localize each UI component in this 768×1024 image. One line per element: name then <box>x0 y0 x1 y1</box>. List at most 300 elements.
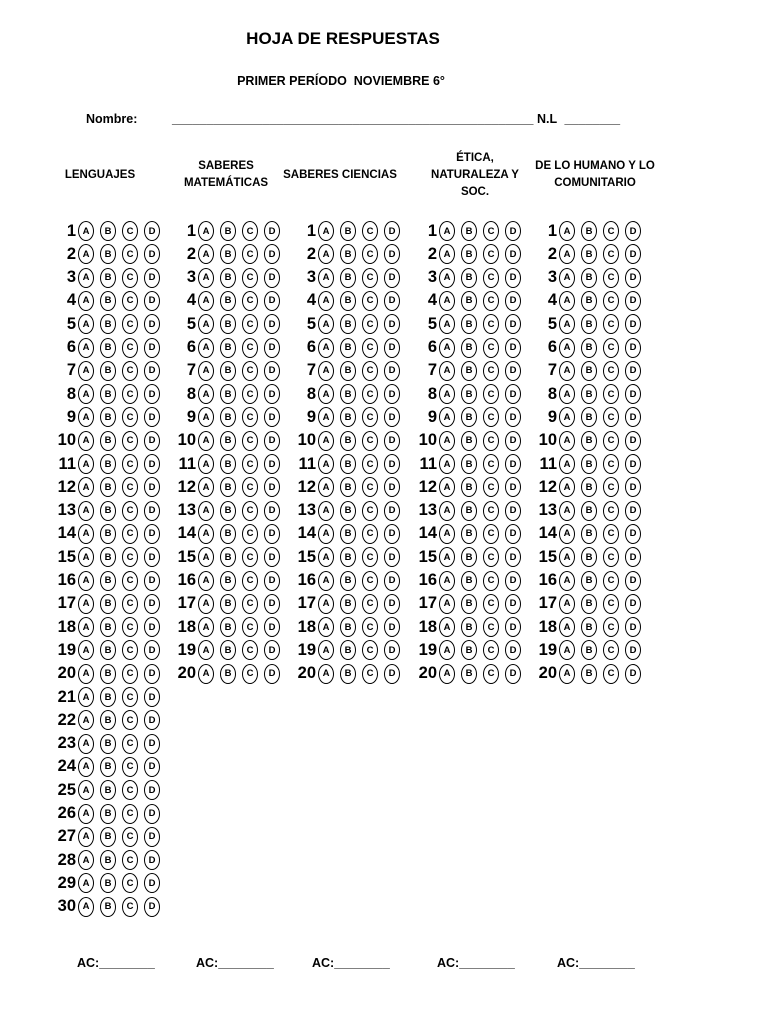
answer-bubble-c[interactable]: C <box>362 664 378 684</box>
answer-bubble-b[interactable]: B <box>100 640 116 660</box>
answer-bubble-c[interactable]: C <box>122 664 138 684</box>
answer-bubble-c[interactable]: C <box>603 664 619 684</box>
answer-bubble-b[interactable]: B <box>461 431 477 451</box>
answer-bubble-b[interactable]: B <box>581 244 597 264</box>
answer-bubble-c[interactable]: C <box>122 617 138 637</box>
answer-bubble-a[interactable]: A <box>318 524 334 544</box>
answer-bubble-d[interactable]: D <box>625 338 641 358</box>
name-field-line[interactable]: ____________________________________________________ <box>172 112 534 126</box>
answer-bubble-a[interactable]: A <box>439 477 455 497</box>
answer-bubble-a[interactable]: A <box>318 221 334 241</box>
answer-bubble-a[interactable]: A <box>439 664 455 684</box>
answer-bubble-a[interactable]: A <box>78 571 94 591</box>
answer-bubble-a[interactable]: A <box>78 710 94 730</box>
answer-bubble-a[interactable]: A <box>439 431 455 451</box>
answer-bubble-a[interactable]: A <box>559 361 575 381</box>
answer-bubble-a[interactable]: A <box>198 454 214 474</box>
answer-bubble-b[interactable]: B <box>220 338 236 358</box>
answer-bubble-c[interactable]: C <box>362 640 378 660</box>
answer-bubble-c[interactable]: C <box>483 454 499 474</box>
answer-bubble-b[interactable]: B <box>100 221 116 241</box>
answer-bubble-c[interactable]: C <box>122 873 138 893</box>
answer-bubble-a[interactable]: A <box>78 361 94 381</box>
answer-bubble-b[interactable]: B <box>581 617 597 637</box>
answer-bubble-d[interactable]: D <box>264 640 280 660</box>
answer-bubble-a[interactable]: A <box>78 314 94 334</box>
answer-bubble-c[interactable]: C <box>362 617 378 637</box>
answer-bubble-b[interactable]: B <box>340 291 356 311</box>
answer-bubble-c[interactable]: C <box>362 338 378 358</box>
answer-bubble-c[interactable]: C <box>483 664 499 684</box>
answer-bubble-d[interactable]: D <box>384 221 400 241</box>
answer-bubble-b[interactable]: B <box>461 501 477 521</box>
answer-bubble-b[interactable]: B <box>461 617 477 637</box>
answer-bubble-a[interactable]: A <box>78 873 94 893</box>
answer-bubble-d[interactable]: D <box>144 314 160 334</box>
answer-bubble-d[interactable]: D <box>384 617 400 637</box>
answer-bubble-d[interactable]: D <box>144 850 160 870</box>
answer-bubble-c[interactable]: C <box>603 547 619 567</box>
answer-bubble-d[interactable]: D <box>505 524 521 544</box>
answer-bubble-c[interactable]: C <box>122 804 138 824</box>
answer-bubble-a[interactable]: A <box>439 244 455 264</box>
answer-bubble-d[interactable]: D <box>144 338 160 358</box>
answer-bubble-b[interactable]: B <box>100 873 116 893</box>
answer-bubble-b[interactable]: B <box>220 384 236 404</box>
answer-bubble-a[interactable]: A <box>78 664 94 684</box>
answer-bubble-d[interactable]: D <box>384 454 400 474</box>
answer-bubble-a[interactable]: A <box>318 571 334 591</box>
answer-bubble-c[interactable]: C <box>603 407 619 427</box>
answer-bubble-c[interactable]: C <box>603 384 619 404</box>
answer-bubble-d[interactable]: D <box>505 617 521 637</box>
answer-bubble-a[interactable]: A <box>559 571 575 591</box>
answer-bubble-d[interactable]: D <box>264 617 280 637</box>
answer-bubble-d[interactable]: D <box>264 594 280 614</box>
answer-bubble-d[interactable]: D <box>625 431 641 451</box>
answer-bubble-a[interactable]: A <box>78 384 94 404</box>
answer-bubble-b[interactable]: B <box>100 407 116 427</box>
answer-bubble-a[interactable]: A <box>318 291 334 311</box>
answer-bubble-c[interactable]: C <box>122 734 138 754</box>
answer-bubble-d[interactable]: D <box>384 384 400 404</box>
answer-bubble-a[interactable]: A <box>78 780 94 800</box>
answer-bubble-d[interactable]: D <box>505 454 521 474</box>
answer-bubble-c[interactable]: C <box>603 501 619 521</box>
answer-bubble-d[interactable]: D <box>264 407 280 427</box>
answer-bubble-a[interactable]: A <box>318 477 334 497</box>
answer-bubble-c[interactable]: C <box>122 571 138 591</box>
correct-answers-field[interactable]: AC:________ <box>312 956 390 970</box>
answer-bubble-a[interactable]: A <box>439 571 455 591</box>
answer-bubble-c[interactable]: C <box>242 617 258 637</box>
answer-bubble-d[interactable]: D <box>625 664 641 684</box>
answer-bubble-d[interactable]: D <box>384 571 400 591</box>
correct-answers-field[interactable]: AC:________ <box>196 956 274 970</box>
answer-bubble-a[interactable]: A <box>78 687 94 707</box>
answer-bubble-d[interactable]: D <box>144 664 160 684</box>
answer-bubble-d[interactable]: D <box>144 407 160 427</box>
answer-bubble-c[interactable]: C <box>483 384 499 404</box>
answer-bubble-c[interactable]: C <box>242 407 258 427</box>
answer-bubble-a[interactable]: A <box>559 617 575 637</box>
answer-bubble-c[interactable]: C <box>603 268 619 288</box>
answer-bubble-b[interactable]: B <box>100 501 116 521</box>
answer-bubble-b[interactable]: B <box>340 524 356 544</box>
answer-bubble-a[interactable]: A <box>439 454 455 474</box>
answer-bubble-b[interactable]: B <box>220 547 236 567</box>
answer-bubble-a[interactable]: A <box>198 314 214 334</box>
answer-bubble-d[interactable]: D <box>144 244 160 264</box>
answer-bubble-a[interactable]: A <box>78 407 94 427</box>
answer-bubble-b[interactable]: B <box>100 594 116 614</box>
answer-bubble-a[interactable]: A <box>318 501 334 521</box>
answer-bubble-a[interactable]: A <box>198 291 214 311</box>
answer-bubble-b[interactable]: B <box>461 547 477 567</box>
answer-bubble-d[interactable]: D <box>144 291 160 311</box>
correct-answers-field[interactable]: AC:________ <box>557 956 635 970</box>
answer-bubble-d[interactable]: D <box>384 547 400 567</box>
answer-bubble-c[interactable]: C <box>122 757 138 777</box>
answer-bubble-b[interactable]: B <box>100 268 116 288</box>
answer-bubble-a[interactable]: A <box>78 454 94 474</box>
answer-bubble-c[interactable]: C <box>122 687 138 707</box>
answer-bubble-b[interactable]: B <box>340 617 356 637</box>
answer-bubble-b[interactable]: B <box>220 244 236 264</box>
answer-bubble-b[interactable]: B <box>220 664 236 684</box>
answer-bubble-a[interactable]: A <box>559 314 575 334</box>
answer-bubble-b[interactable]: B <box>581 501 597 521</box>
answer-bubble-c[interactable]: C <box>362 524 378 544</box>
answer-bubble-c[interactable]: C <box>242 454 258 474</box>
answer-bubble-d[interactable]: D <box>264 244 280 264</box>
answer-bubble-a[interactable]: A <box>198 477 214 497</box>
answer-bubble-c[interactable]: C <box>362 571 378 591</box>
answer-bubble-c[interactable]: C <box>242 244 258 264</box>
answer-bubble-d[interactable]: D <box>384 338 400 358</box>
answer-bubble-b[interactable]: B <box>100 757 116 777</box>
answer-bubble-b[interactable]: B <box>581 384 597 404</box>
answer-bubble-b[interactable]: B <box>220 477 236 497</box>
answer-bubble-a[interactable]: A <box>318 338 334 358</box>
answer-bubble-a[interactable]: A <box>198 244 214 264</box>
answer-bubble-c[interactable]: C <box>483 361 499 381</box>
answer-bubble-d[interactable]: D <box>144 477 160 497</box>
answer-bubble-c[interactable]: C <box>242 571 258 591</box>
answer-bubble-a[interactable]: A <box>198 547 214 567</box>
answer-bubble-a[interactable]: A <box>78 804 94 824</box>
answer-bubble-d[interactable]: D <box>505 547 521 567</box>
answer-bubble-c[interactable]: C <box>483 594 499 614</box>
answer-bubble-a[interactable]: A <box>318 314 334 334</box>
answer-bubble-b[interactable]: B <box>340 384 356 404</box>
answer-bubble-c[interactable]: C <box>362 361 378 381</box>
answer-bubble-a[interactable]: A <box>78 640 94 660</box>
answer-bubble-d[interactable]: D <box>384 314 400 334</box>
answer-bubble-d[interactable]: D <box>625 454 641 474</box>
answer-bubble-c[interactable]: C <box>122 268 138 288</box>
answer-bubble-d[interactable]: D <box>505 338 521 358</box>
answer-bubble-a[interactable]: A <box>78 757 94 777</box>
answer-bubble-a[interactable]: A <box>439 547 455 567</box>
list-number-field-line[interactable]: ________ <box>561 112 621 126</box>
answer-bubble-b[interactable]: B <box>220 268 236 288</box>
answer-bubble-c[interactable]: C <box>483 338 499 358</box>
answer-bubble-b[interactable]: B <box>581 291 597 311</box>
answer-bubble-b[interactable]: B <box>581 594 597 614</box>
answer-bubble-a[interactable]: A <box>439 291 455 311</box>
answer-bubble-a[interactable]: A <box>78 268 94 288</box>
answer-bubble-c[interactable]: C <box>603 221 619 241</box>
answer-bubble-b[interactable]: B <box>340 571 356 591</box>
answer-bubble-c[interactable]: C <box>122 780 138 800</box>
answer-bubble-b[interactable]: B <box>581 268 597 288</box>
answer-bubble-a[interactable]: A <box>78 477 94 497</box>
answer-bubble-d[interactable]: D <box>505 314 521 334</box>
answer-bubble-d[interactable]: D <box>384 268 400 288</box>
answer-bubble-b[interactable]: B <box>100 361 116 381</box>
answer-bubble-b[interactable]: B <box>340 454 356 474</box>
answer-bubble-b[interactable]: B <box>461 221 477 241</box>
answer-bubble-d[interactable]: D <box>264 268 280 288</box>
answer-bubble-c[interactable]: C <box>362 454 378 474</box>
answer-bubble-c[interactable]: C <box>603 617 619 637</box>
answer-bubble-c[interactable]: C <box>362 407 378 427</box>
answer-bubble-c[interactable]: C <box>483 407 499 427</box>
answer-bubble-a[interactable]: A <box>559 407 575 427</box>
answer-bubble-c[interactable]: C <box>483 431 499 451</box>
answer-bubble-d[interactable]: D <box>505 221 521 241</box>
answer-bubble-a[interactable]: A <box>559 454 575 474</box>
answer-bubble-c[interactable]: C <box>362 268 378 288</box>
answer-bubble-b[interactable]: B <box>220 291 236 311</box>
answer-bubble-b[interactable]: B <box>340 501 356 521</box>
answer-bubble-c[interactable]: C <box>122 384 138 404</box>
answer-bubble-d[interactable]: D <box>144 594 160 614</box>
answer-bubble-b[interactable]: B <box>220 640 236 660</box>
answer-bubble-c[interactable]: C <box>242 477 258 497</box>
answer-bubble-b[interactable]: B <box>340 640 356 660</box>
answer-bubble-c[interactable]: C <box>122 407 138 427</box>
answer-bubble-c[interactable]: C <box>242 664 258 684</box>
answer-bubble-a[interactable]: A <box>439 524 455 544</box>
answer-bubble-d[interactable]: D <box>144 734 160 754</box>
answer-bubble-d[interactable]: D <box>144 454 160 474</box>
answer-bubble-a[interactable]: A <box>559 501 575 521</box>
answer-bubble-b[interactable]: B <box>340 314 356 334</box>
answer-bubble-b[interactable]: B <box>220 501 236 521</box>
answer-bubble-b[interactable]: B <box>340 361 356 381</box>
answer-bubble-b[interactable]: B <box>100 804 116 824</box>
answer-bubble-b[interactable]: B <box>461 664 477 684</box>
answer-bubble-d[interactable]: D <box>264 664 280 684</box>
answer-bubble-c[interactable]: C <box>122 547 138 567</box>
answer-bubble-a[interactable]: A <box>439 617 455 637</box>
answer-bubble-d[interactable]: D <box>144 221 160 241</box>
answer-bubble-a[interactable]: A <box>439 501 455 521</box>
answer-bubble-a[interactable]: A <box>559 524 575 544</box>
answer-bubble-d[interactable]: D <box>264 221 280 241</box>
answer-bubble-d[interactable]: D <box>384 291 400 311</box>
answer-bubble-a[interactable]: A <box>559 477 575 497</box>
answer-bubble-c[interactable]: C <box>362 314 378 334</box>
answer-bubble-d[interactable]: D <box>264 338 280 358</box>
answer-bubble-c[interactable]: C <box>242 268 258 288</box>
answer-bubble-d[interactable]: D <box>144 710 160 730</box>
answer-bubble-d[interactable]: D <box>625 407 641 427</box>
answer-bubble-d[interactable]: D <box>625 524 641 544</box>
answer-bubble-a[interactable]: A <box>439 640 455 660</box>
answer-bubble-a[interactable]: A <box>198 221 214 241</box>
answer-bubble-b[interactable]: B <box>340 244 356 264</box>
answer-bubble-b[interactable]: B <box>461 291 477 311</box>
answer-bubble-b[interactable]: B <box>581 454 597 474</box>
answer-bubble-b[interactable]: B <box>461 594 477 614</box>
answer-bubble-c[interactable]: C <box>362 477 378 497</box>
answer-bubble-a[interactable]: A <box>559 291 575 311</box>
answer-bubble-d[interactable]: D <box>144 897 160 917</box>
answer-bubble-a[interactable]: A <box>439 594 455 614</box>
answer-bubble-d[interactable]: D <box>505 291 521 311</box>
answer-bubble-b[interactable]: B <box>220 407 236 427</box>
answer-bubble-c[interactable]: C <box>603 244 619 264</box>
answer-bubble-a[interactable]: A <box>559 594 575 614</box>
answer-bubble-b[interactable]: B <box>461 407 477 427</box>
answer-bubble-c[interactable]: C <box>122 431 138 451</box>
answer-bubble-b[interactable]: B <box>100 454 116 474</box>
answer-bubble-d[interactable]: D <box>144 501 160 521</box>
answer-bubble-d[interactable]: D <box>625 384 641 404</box>
answer-bubble-b[interactable]: B <box>100 664 116 684</box>
answer-bubble-d[interactable]: D <box>144 361 160 381</box>
answer-bubble-a[interactable]: A <box>318 268 334 288</box>
answer-bubble-c[interactable]: C <box>122 501 138 521</box>
answer-bubble-a[interactable]: A <box>78 221 94 241</box>
answer-bubble-c[interactable]: C <box>603 431 619 451</box>
answer-bubble-b[interactable]: B <box>461 477 477 497</box>
answer-bubble-c[interactable]: C <box>362 431 378 451</box>
answer-bubble-d[interactable]: D <box>505 571 521 591</box>
answer-bubble-a[interactable]: A <box>559 338 575 358</box>
answer-bubble-a[interactable]: A <box>318 664 334 684</box>
answer-bubble-a[interactable]: A <box>439 407 455 427</box>
answer-bubble-d[interactable]: D <box>144 524 160 544</box>
answer-bubble-a[interactable]: A <box>78 338 94 358</box>
answer-bubble-d[interactable]: D <box>264 361 280 381</box>
answer-bubble-c[interactable]: C <box>122 291 138 311</box>
answer-bubble-d[interactable]: D <box>144 687 160 707</box>
answer-bubble-b[interactable]: B <box>340 547 356 567</box>
answer-bubble-a[interactable]: A <box>559 221 575 241</box>
answer-bubble-d[interactable]: D <box>625 221 641 241</box>
answer-bubble-d[interactable]: D <box>625 361 641 381</box>
answer-bubble-a[interactable]: A <box>318 361 334 381</box>
answer-bubble-a[interactable]: A <box>78 291 94 311</box>
answer-bubble-d[interactable]: D <box>144 804 160 824</box>
answer-bubble-d[interactable]: D <box>144 617 160 637</box>
answer-bubble-d[interactable]: D <box>625 314 641 334</box>
answer-bubble-d[interactable]: D <box>144 547 160 567</box>
answer-bubble-c[interactable]: C <box>362 501 378 521</box>
answer-bubble-b[interactable]: B <box>581 524 597 544</box>
answer-bubble-a[interactable]: A <box>198 571 214 591</box>
answer-bubble-a[interactable]: A <box>318 640 334 660</box>
answer-bubble-d[interactable]: D <box>264 477 280 497</box>
answer-bubble-c[interactable]: C <box>483 501 499 521</box>
answer-bubble-a[interactable]: A <box>198 384 214 404</box>
answer-bubble-a[interactable]: A <box>439 314 455 334</box>
answer-bubble-d[interactable]: D <box>384 594 400 614</box>
answer-bubble-a[interactable]: A <box>78 827 94 847</box>
answer-bubble-b[interactable]: B <box>220 431 236 451</box>
answer-bubble-d[interactable]: D <box>384 244 400 264</box>
answer-bubble-a[interactable]: A <box>78 524 94 544</box>
answer-bubble-c[interactable]: C <box>483 617 499 637</box>
answer-bubble-c[interactable]: C <box>603 454 619 474</box>
answer-bubble-a[interactable]: A <box>439 361 455 381</box>
answer-bubble-a[interactable]: A <box>198 664 214 684</box>
answer-bubble-d[interactable]: D <box>264 571 280 591</box>
answer-bubble-d[interactable]: D <box>264 547 280 567</box>
answer-bubble-d[interactable]: D <box>505 407 521 427</box>
answer-bubble-c[interactable]: C <box>603 361 619 381</box>
answer-bubble-d[interactable]: D <box>384 524 400 544</box>
answer-bubble-c[interactable]: C <box>122 454 138 474</box>
answer-bubble-a[interactable]: A <box>559 244 575 264</box>
answer-bubble-b[interactable]: B <box>100 850 116 870</box>
answer-bubble-d[interactable]: D <box>144 873 160 893</box>
answer-bubble-d[interactable]: D <box>625 547 641 567</box>
answer-bubble-b[interactable]: B <box>100 524 116 544</box>
answer-bubble-d[interactable]: D <box>625 477 641 497</box>
answer-bubble-d[interactable]: D <box>505 501 521 521</box>
answer-bubble-b[interactable]: B <box>461 524 477 544</box>
answer-bubble-c[interactable]: C <box>242 338 258 358</box>
answer-bubble-b[interactable]: B <box>100 477 116 497</box>
answer-bubble-a[interactable]: A <box>198 268 214 288</box>
answer-bubble-a[interactable]: A <box>198 338 214 358</box>
answer-bubble-b[interactable]: B <box>340 268 356 288</box>
answer-bubble-a[interactable]: A <box>318 244 334 264</box>
answer-bubble-a[interactable]: A <box>318 547 334 567</box>
answer-bubble-d[interactable]: D <box>264 384 280 404</box>
answer-bubble-b[interactable]: B <box>220 314 236 334</box>
answer-bubble-a[interactable]: A <box>318 454 334 474</box>
answer-bubble-b[interactable]: B <box>461 268 477 288</box>
answer-bubble-b[interactable]: B <box>461 454 477 474</box>
answer-bubble-b[interactable]: B <box>340 431 356 451</box>
answer-bubble-d[interactable]: D <box>505 477 521 497</box>
answer-bubble-c[interactable]: C <box>242 314 258 334</box>
answer-bubble-d[interactable]: D <box>625 594 641 614</box>
answer-bubble-d[interactable]: D <box>505 244 521 264</box>
answer-bubble-d[interactable]: D <box>144 268 160 288</box>
answer-bubble-c[interactable]: C <box>122 640 138 660</box>
answer-bubble-d[interactable]: D <box>144 780 160 800</box>
answer-bubble-b[interactable]: B <box>581 221 597 241</box>
answer-bubble-a[interactable]: A <box>439 268 455 288</box>
answer-bubble-b[interactable]: B <box>100 571 116 591</box>
answer-bubble-c[interactable]: C <box>122 850 138 870</box>
answer-bubble-a[interactable]: A <box>318 407 334 427</box>
answer-bubble-c[interactable]: C <box>603 291 619 311</box>
answer-bubble-c[interactable]: C <box>122 477 138 497</box>
answer-bubble-b[interactable]: B <box>220 524 236 544</box>
answer-bubble-c[interactable]: C <box>242 291 258 311</box>
answer-bubble-b[interactable]: B <box>100 384 116 404</box>
correct-answers-field[interactable]: AC:________ <box>77 956 155 970</box>
answer-bubble-b[interactable]: B <box>100 897 116 917</box>
